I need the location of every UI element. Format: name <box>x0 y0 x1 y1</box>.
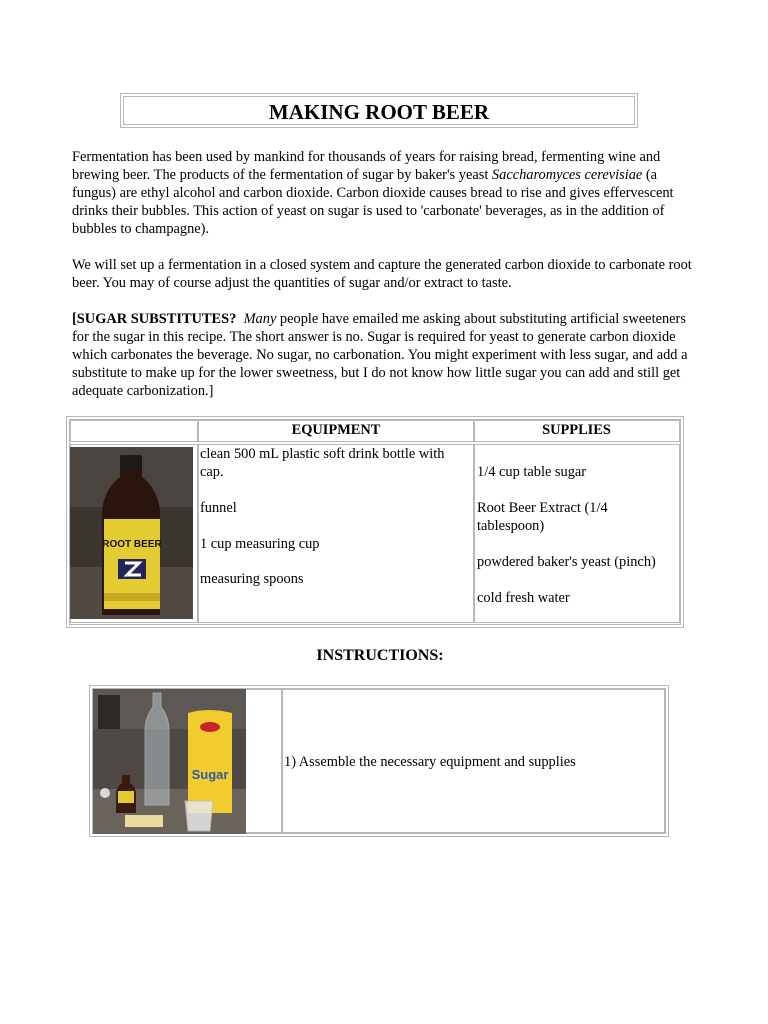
substitutes-many: Many <box>243 311 277 327</box>
setup-paragraph: We will set up a fermentation in a closed system and capture the generated carbon dioxide to carbonate root beer. You may of course adjust the quantities of sugar and/or extract to taste. <box>72 257 692 291</box>
equipment-item: measuring spoons <box>200 571 304 587</box>
intro-text-a: Fermentation has been used by mankind for thousands of years for raising bread, fermenting wine and brewing beer. The products of the fermentation of sugar by baker's yeast <box>72 149 661 183</box>
equipment-item: clean 500 mL plastic soft drink bottle with cap. <box>200 446 445 480</box>
bottle-label-text: ROOT BEER <box>102 539 162 550</box>
supplies-header: SUPPLIES <box>542 422 611 438</box>
intro-text-b: (a fungus) are ethyl alcohol and carbon dioxide. Carbon dioxide causes bread to rise and gives effervescent drinks their bubbles. This action of yeast on sugar is used to 'carbonate' beverages, as in the addition of bubbles to champagne). <box>72 167 674 237</box>
header-cell-empty <box>70 420 199 442</box>
sugar-bag-label: Sugar <box>191 767 229 782</box>
supplies-item: Root Beer Extract (1/4 tablespoon) <box>477 500 608 534</box>
supplies-assembled-photo <box>93 689 246 834</box>
instruction-step-1: 1) Assemble the necessary equipment and supplies <box>284 754 576 770</box>
intro-paragraph <box>72 148 692 238</box>
substitutes-text: people have emailed me asking about substituting artificial sweeteners for the sugar in this recipe. The short answer is no. Sugar is required for yeast to generate carbon dioxide which carbonates the beverage. No sugar, no carbonation. You might experiment with less sugar, and add a substitute to make up for the lower sweetness, but I do not know how little sugar you can add and still get adequate carbonization.] <box>72 311 688 399</box>
root-beer-bottle-photo <box>70 447 193 619</box>
title-box <box>120 93 638 128</box>
equipment-item: funnel <box>200 500 237 516</box>
substitutes-label: [SUGAR SUBSTITUTES? <box>72 311 237 327</box>
substitutes-paragraph <box>72 310 692 400</box>
instructions-heading: INSTRUCTIONS: <box>316 647 444 664</box>
equipment-item: 1 cup measuring cup <box>200 536 320 552</box>
supplies-item: powdered baker's yeast (pinch) <box>477 554 656 570</box>
equipment-header: EQUIPMENT <box>291 422 381 438</box>
supplies-item: 1/4 cup table sugar <box>477 464 587 480</box>
supplies-item: cold fresh water <box>477 590 570 606</box>
page-title: MAKING ROOT BEER <box>268 100 490 124</box>
species-name: Saccharomyces cerevisiae <box>491 167 643 183</box>
